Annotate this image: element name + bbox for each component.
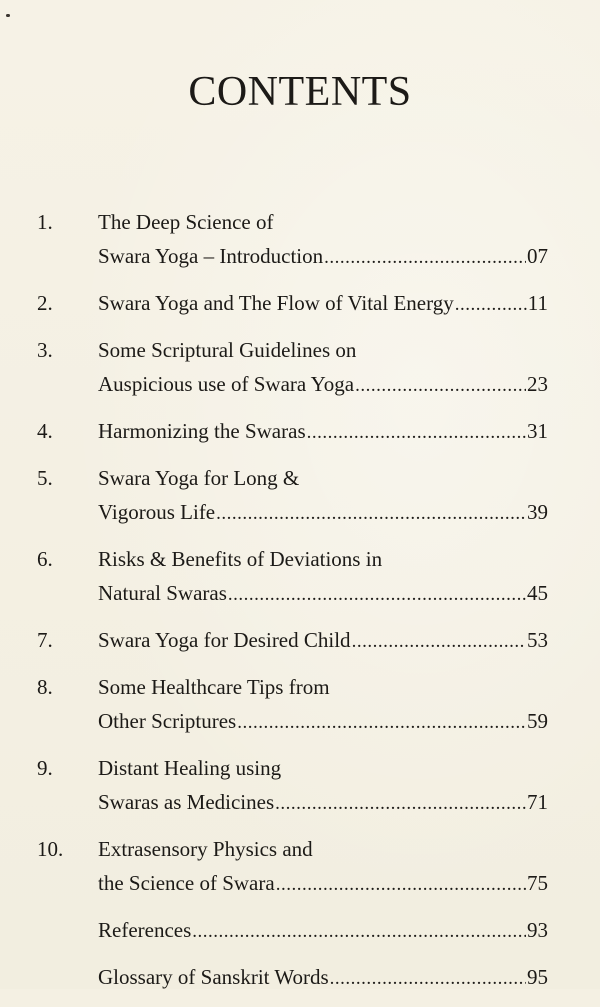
toc-entry-6: [0, 542, 600, 612]
entry-leader-line: [98, 623, 548, 659]
entry-title-line-1: Some Healthcare Tips from: [98, 675, 330, 699]
toc-entry-3: [0, 333, 600, 403]
page-number: 93: [527, 918, 548, 942]
dot-leader: [455, 288, 527, 322]
page-number: 11: [527, 291, 548, 315]
entry-title-line-2: Swaras as Medicines: [98, 790, 275, 814]
dot-leader: [352, 625, 526, 659]
entry-number: 2.: [37, 291, 53, 315]
entry-number: 4.: [37, 419, 53, 443]
entry-title-line-1: Some Scriptural Guidelines on: [98, 338, 357, 362]
toc-entry-10: [0, 832, 600, 902]
entry-title-line-2: Other Scriptures: [98, 709, 237, 733]
page-number: 59: [527, 709, 548, 733]
dot-leader: [330, 962, 526, 996]
toc-entry-glossary: [0, 960, 600, 996]
toc-entry-7: [0, 623, 600, 659]
page-title: CONTENTS: [188, 69, 412, 115]
toc-entry-9: [0, 751, 600, 821]
entry-title-line-1: Risks & Benefits of Deviations in: [98, 547, 383, 571]
entry-title-line-1: References: [98, 918, 192, 942]
entry-leader-line: [98, 785, 548, 821]
entry-title-line-1: The Deep Science of: [98, 210, 274, 234]
entry-leader-line: [98, 414, 548, 450]
entry-number: 10.: [37, 837, 64, 861]
entry-number: 8.: [37, 675, 53, 699]
entry-title-line-1: Extrasensory Physics and: [98, 837, 313, 861]
page-number: 53: [527, 628, 548, 652]
page-number: 23: [527, 372, 548, 396]
entry-leader-line: [98, 286, 548, 322]
page-number: 71: [527, 790, 548, 814]
entry-leader-line: [98, 704, 548, 740]
entry-number: 7.: [37, 628, 53, 652]
entry-title-line-2: Vigorous Life: [98, 500, 216, 524]
entry-title-line-1: Distant Healing using: [98, 756, 282, 780]
entry-title-line-2: Natural Swaras: [98, 581, 227, 605]
toc-entry-8: [0, 670, 600, 740]
entry-title-line-2: Swara Yoga – Introduction: [98, 244, 324, 268]
toc-entry-4: [0, 414, 600, 450]
table-of-contents: [0, 205, 600, 1007]
entry-title-line-1: Swara Yoga for Desired Child: [98, 628, 351, 652]
entry-number: 3.: [37, 338, 53, 362]
toc-entry-5: [0, 461, 600, 531]
dot-leader: [324, 241, 526, 275]
dot-leader: [228, 578, 526, 612]
dot-leader: [276, 868, 526, 902]
entry-title-line-1: Harmonizing the Swaras: [98, 419, 306, 443]
entry-number: 9.: [37, 756, 53, 780]
entry-leader-line: [98, 913, 548, 949]
toc-entry-1: [0, 205, 600, 275]
entry-number: 1.: [37, 210, 53, 234]
page-number: 95: [527, 965, 548, 989]
entry-leader-line: [98, 866, 548, 902]
dot-leader: [237, 706, 526, 740]
page-number: 07: [527, 244, 548, 268]
entry-leader-line: [98, 495, 548, 531]
entry-leader-line: [98, 960, 548, 996]
page-number: 31: [527, 419, 548, 443]
entry-title-line-2: Auspicious use of Swara Yoga: [98, 372, 355, 396]
page-number: 45: [527, 581, 548, 605]
page-number: 39: [527, 500, 548, 524]
entry-title-line-2: the Science of Swara: [98, 871, 275, 895]
dot-leader: [307, 416, 526, 450]
entry-title-line-1: Glossary of Sanskrit Words: [98, 965, 329, 989]
entry-leader-line: [98, 367, 548, 403]
page-number: 75: [527, 871, 548, 895]
dot-leader: [216, 497, 526, 531]
entry-number: 5.: [37, 466, 53, 490]
entry-number: 6.: [37, 547, 53, 571]
toc-entry-references: [0, 913, 600, 949]
dot-leader: [192, 915, 526, 949]
entry-title-line-1: Swara Yoga and The Flow of Vital Energy: [98, 291, 454, 315]
print-speck: [6, 14, 10, 17]
entry-leader-line: [98, 576, 548, 612]
entry-leader-line: [98, 239, 548, 275]
entry-title-line-1: Swara Yoga for Long &: [98, 466, 300, 490]
toc-entry-2: [0, 286, 600, 322]
dot-leader: [355, 369, 526, 403]
dot-leader: [275, 787, 526, 821]
